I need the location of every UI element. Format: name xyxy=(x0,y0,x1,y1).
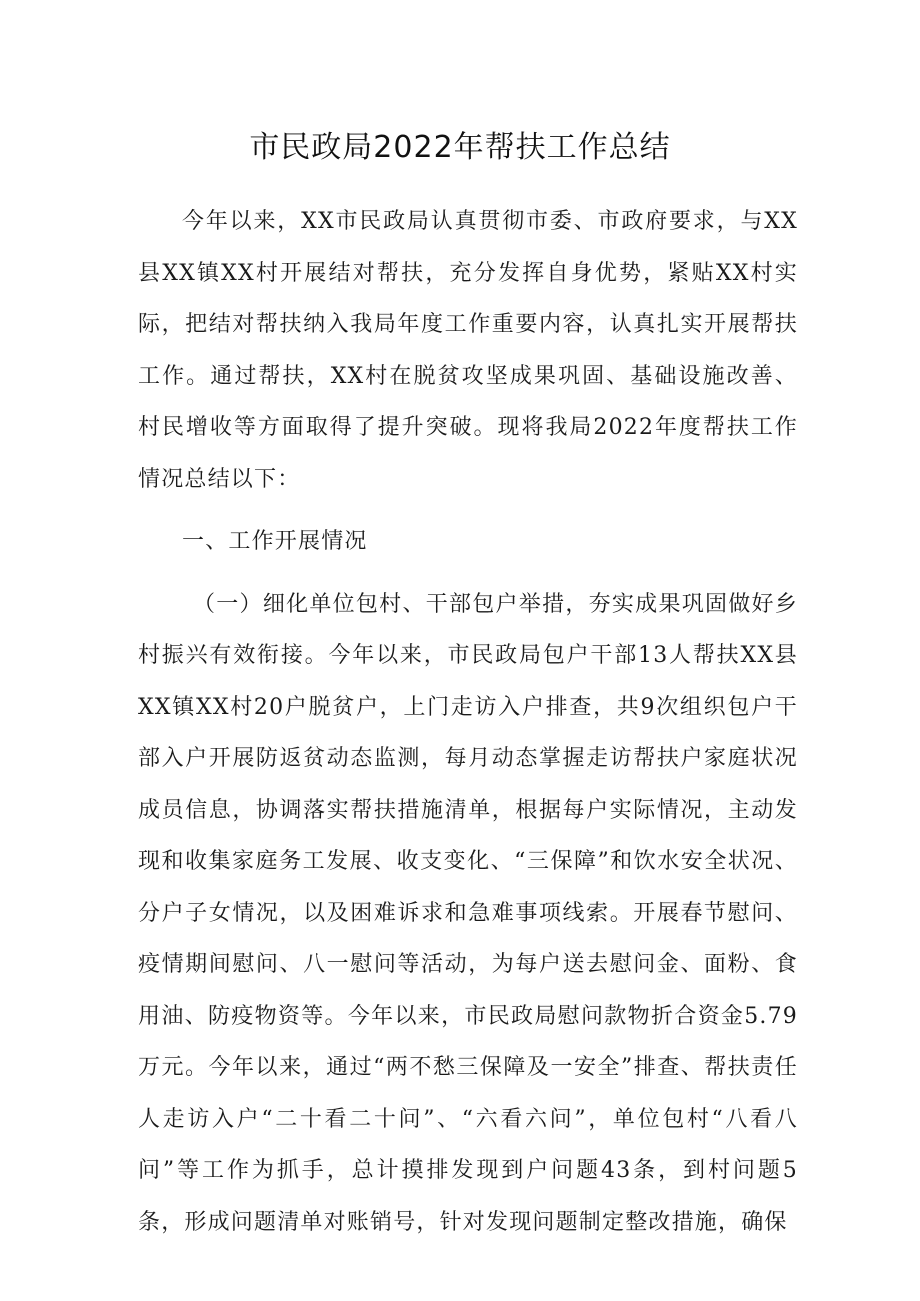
section-heading: 一、工作开展情况 xyxy=(182,529,368,554)
intro-paragraph: 今年以来，XX市民政局认真贯彻市委、市政府要求，与XX县XX镇XX村开展结对帮扶，充分发挥自身优势，紧贴XX村实际，把结对帮扶纳入我局年度工作重要内容，认真扎实开展帮扶工作。通过帮扶，XX村在脱贫攻坚成果巩固、基础设施改善、村民增收等方面取得了提升突破。现将我局2022年度帮扶工作情况总结以下： xyxy=(138,209,798,492)
document-title: 市民政局2022年帮扶工作总结 xyxy=(249,130,671,165)
section-paragraph: （一）细化单位包村、干部包户举措，夯实成果巩固做好乡村振兴有效衔接。今年以来，市民政局包户干部13人帮扶XX县XX镇XX村20户脱贫户，上门走访入户排查，共9次组织包户干部入户开展防返贫动态监测，每月动态掌握走访帮扶户家庭状况成员信息，协调落实帮扶措施清单，根据每户实际情况，主动发现和收集家庭务工发展、收支变化、“三保障”和饮水安全状况、分户子女情况，以及困难诉求和急难事项线索。开展春节慰问、疫情期间慰问、八一慰问等活动，为每户送去慰问金、面粉、食用油、防疫物资等。今年以来，市民政局慰问款物折合资金5.79万元。今年以来，通过“两不愁三保障及一安全”排查、帮扶责任人走访入户“二十看二十问”、“六看六问”，单位包村“八看八问”等工作为抓手，总计摸排发现到户问题43条，到村问题5条，形成问题清单对账销号，针对发现问题制定整改措施，确保 xyxy=(138,591,798,1235)
document-body xyxy=(138,196,798,1248)
